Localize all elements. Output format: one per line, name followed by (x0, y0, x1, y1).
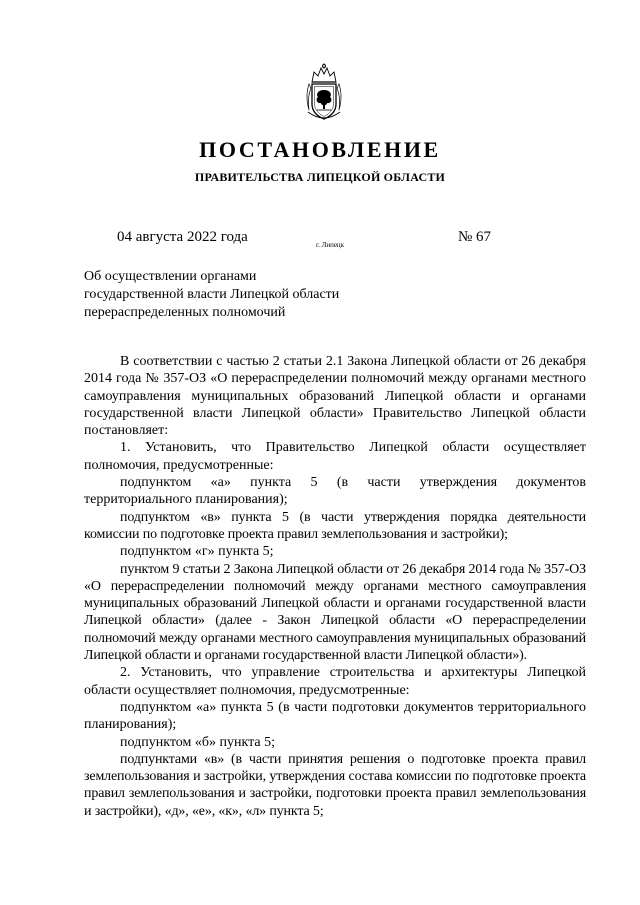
document-date: 04 августа 2022 года (117, 229, 248, 245)
heading-line: Об осуществлении органами (84, 269, 257, 284)
body-paragraph: 2. Установить, что управление строительства и архитектуры Липецкой области осуществляет полномочия, предусмотренные: (84, 665, 586, 698)
heading-line: государственной власти Липецкой области (84, 287, 340, 302)
body-paragraph: подпунктом «г» пункта 5; (120, 544, 274, 560)
body-paragraph: пунктом 9 статьи 2 Закона Липецкой области от 26 декабря 2014 года № 357-ОЗ «О перераспределении полномочий между органами местного самоуправления муниципальных образований Липецкой области и органами государственной власти Липецкой области» (далее - Закон Липецкой области «О перераспределении полномочий между органами местного самоуправления муниципальных образований Липецкой области и органами государственной власти Липецкой области»). (84, 561, 586, 664)
body-paragraph: подпунктами «в» (в части принятия решения о подготовке проекта правил землепользования и застройки, утверждения состава комиссии по подготовке проекта правил землепользования и застройки, подготовки проекта правил землепользования и застройки), «д», «е», «к», «л» пункта 5; (84, 751, 586, 819)
body-paragraph: подпунктом «а» пункта 5 (в части утверждения документов территориального планирования); (84, 475, 586, 508)
document-number: № 67 (458, 229, 492, 245)
document-heading (84, 268, 339, 322)
coat-of-arms-emblem (303, 62, 345, 124)
body-paragraph: подпунктом «а» пункта 5 (в части подготовки документов территориального планирования); (84, 699, 586, 733)
body-paragraph: 1. Установить, что Правительство Липецкой области осуществляет полномочия, предусмотренные: (84, 440, 586, 473)
body-paragraph: подпунктом «в» пункта 5 (в части утверждения порядка деятельности комиссии по подготовке проекта правил землепользования и застройки); (84, 509, 586, 542)
document-title: ПОСТАНОВЛЕНИЕ (199, 137, 441, 162)
heading-line: перераспределенных полномочий (84, 305, 286, 320)
document-city: г. Липецк (316, 241, 345, 249)
document-body (84, 353, 586, 820)
body-paragraph: В соответствии с частью 2 статьи 2.1 Закона Липецкой области от 26 декабря 2014 года № 357-ОЗ «О перераспределении полномочий между органами местного самоуправления муниципальных образований Липецкой области и органами государственной власти Липецкой области» Правительство Липецкой области постановляет: (84, 354, 586, 439)
body-paragraph: подпунктом «б» пункта 5; (120, 734, 275, 750)
document-subtitle: ПРАВИТЕЛЬСТВА ЛИПЕЦКОЙ ОБЛАСТИ (194, 170, 446, 184)
